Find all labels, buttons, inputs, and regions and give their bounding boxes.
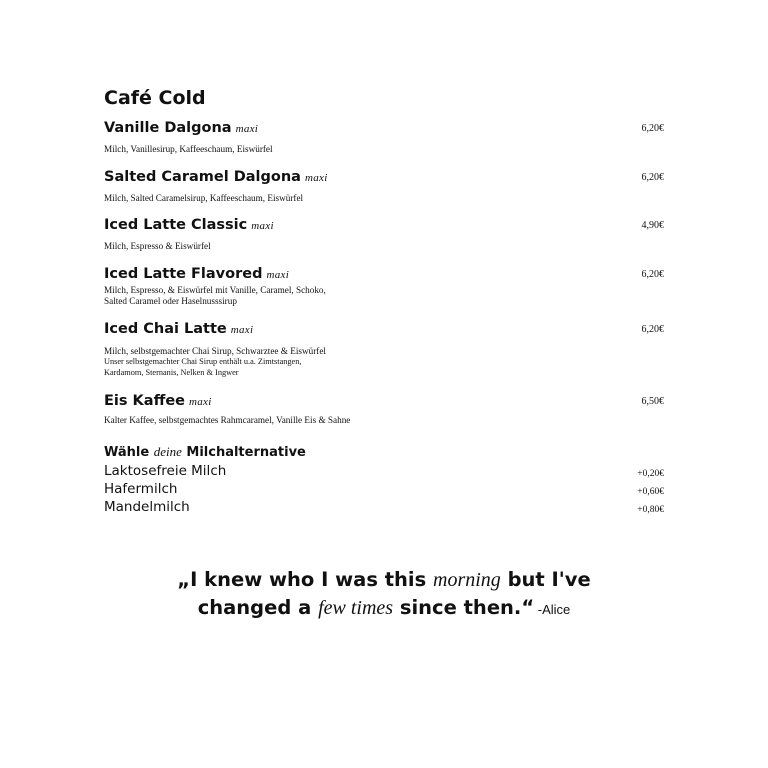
quote-line-1: „I knew who I was this morning but I've xyxy=(177,568,591,591)
item-price: 6,50€ xyxy=(641,396,664,407)
milk-option-price: +0,80€ xyxy=(637,504,664,515)
item-note: Unser selbstgemachter Chai Sirup enthält u.a. Zimtstangen, xyxy=(104,357,302,366)
item-price: 6,20€ xyxy=(641,268,664,280)
item-name: Iced Chai Latte maxi xyxy=(104,320,254,337)
item-description: Milch, Espresso & Eiswürfel xyxy=(104,241,211,251)
section-title: Café Cold xyxy=(104,87,206,109)
quote xyxy=(0,566,768,624)
quote-author: -Alice xyxy=(534,602,571,617)
milk-option xyxy=(104,498,664,516)
item-name: Salted Caramel Dalgona maxi xyxy=(104,168,328,185)
milk-option-price: +0,60€ xyxy=(637,486,664,497)
menu-item xyxy=(104,320,664,379)
menu-item xyxy=(104,168,664,205)
menu-item xyxy=(104,216,664,253)
item-name: Eis Kaffee maxi xyxy=(104,393,212,409)
item-note: Kardamom, Sternanis, Nelken & Ingwer xyxy=(104,367,239,377)
item-description: Milch, Salted Caramelsirup, Kaffeeschaum, Eiswürfel xyxy=(104,192,304,203)
item-name: Iced Latte Classic maxi xyxy=(104,217,274,233)
milk-alternatives-title: Wähle deine Milchalternative xyxy=(104,443,306,460)
size-tag: maxi xyxy=(235,123,259,135)
menu-item xyxy=(104,392,664,427)
milk-option-name: Hafermilch xyxy=(104,480,178,497)
size-tag: maxi xyxy=(189,396,212,408)
quote-line-2: changed a few times since then.“ -Alice xyxy=(197,596,571,619)
size-tag: maxi xyxy=(251,220,274,232)
size-tag: maxi xyxy=(230,323,254,336)
item-price: 6,20€ xyxy=(641,123,664,134)
item-description: Milch, Vanillesirup, Kaffeeschaum, Eiswürfel xyxy=(104,144,273,154)
size-tag: maxi xyxy=(266,268,290,281)
menu-item xyxy=(104,119,664,156)
item-description: Salted Caramel oder Haselnusssirup xyxy=(104,296,237,306)
milk-option xyxy=(104,462,664,480)
item-name: Iced Latte Flavored maxi xyxy=(104,265,290,282)
milk-option-name: Mandelmilch xyxy=(104,498,190,515)
menu-item xyxy=(104,265,664,308)
size-tag: maxi xyxy=(304,171,328,184)
milk-option-price: +0,20€ xyxy=(637,468,664,479)
milk-option-name: Laktosefreie Milch xyxy=(104,462,227,479)
item-description: Kalter Kaffee, selbstgemachtes Rahmcaramel, Vanille Eis & Sahne xyxy=(104,415,351,425)
item-price: 6,20€ xyxy=(641,171,664,183)
item-description: Milch, Espresso, & Eiswürfel mit Vanille, Caramel, Schoko, xyxy=(104,284,326,295)
item-description: Milch, selbstgemachter Chai Sirup, Schwarztee & Eiswürfel xyxy=(104,345,326,356)
item-name: Vanille Dalgona maxi xyxy=(104,120,259,136)
item-price: 4,90€ xyxy=(641,220,664,231)
item-price: 6,20€ xyxy=(641,323,664,335)
milk-option xyxy=(104,480,664,498)
menu-card xyxy=(104,86,664,516)
